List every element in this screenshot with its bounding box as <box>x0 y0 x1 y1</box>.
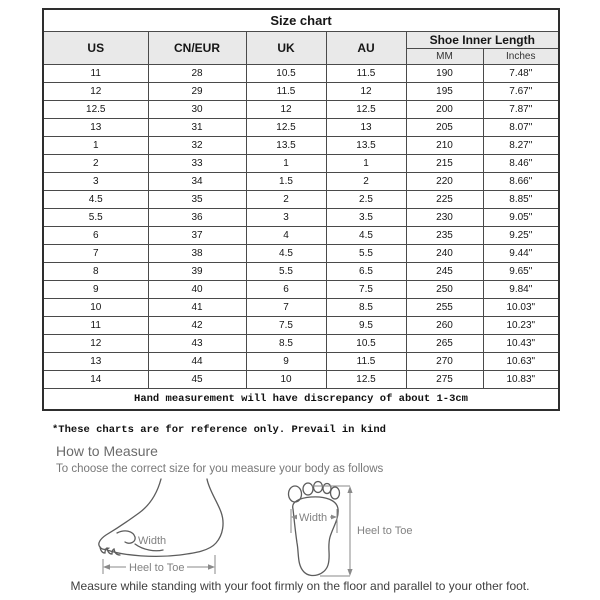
size-row <box>43 281 559 299</box>
cn-eur-size-cell: 44 <box>148 353 246 371</box>
us-size-cell: 12 <box>43 83 148 101</box>
size-row <box>43 371 559 389</box>
mm-length-cell: 195 <box>406 83 483 101</box>
header-inches: Inches <box>483 49 559 65</box>
cn-eur-size-cell: 45 <box>148 371 246 389</box>
us-size-cell: 2 <box>43 155 148 173</box>
cn-eur-size-cell: 28 <box>148 65 246 83</box>
uk-size-cell: 6 <box>246 281 326 299</box>
us-size-cell: 9 <box>43 281 148 299</box>
mm-length-cell: 255 <box>406 299 483 317</box>
uk-size-cell: 4.5 <box>246 245 326 263</box>
inches-length-cell: 9.05" <box>483 209 559 227</box>
mm-length-cell: 250 <box>406 281 483 299</box>
uk-size-cell: 12.5 <box>246 119 326 137</box>
cn-eur-size-cell: 37 <box>148 227 246 245</box>
au-size-cell: 2 <box>326 173 406 191</box>
inches-length-cell: 9.44" <box>483 245 559 263</box>
cn-eur-size-cell: 34 <box>148 173 246 191</box>
left-arrow-icon <box>103 564 110 569</box>
mm-length-cell: 190 <box>406 65 483 83</box>
cn-eur-size-cell: 41 <box>148 299 246 317</box>
inches-length-cell: 10.83" <box>483 371 559 389</box>
mm-length-cell: 240 <box>406 245 483 263</box>
cn-eur-size-cell: 43 <box>148 335 246 353</box>
uk-size-cell: 2 <box>246 191 326 209</box>
size-row <box>43 227 559 245</box>
us-size-cell: 7 <box>43 245 148 263</box>
uk-size-cell: 11.5 <box>246 83 326 101</box>
inches-length-cell: 8.66" <box>483 173 559 191</box>
column-header-row <box>43 32 559 49</box>
size-chart-title-row <box>43 9 559 32</box>
size-row <box>43 65 559 83</box>
mm-length-cell: 265 <box>406 335 483 353</box>
side-heel-to-toe-label: Heel to Toe <box>129 562 185 574</box>
au-size-cell: 8.5 <box>326 299 406 317</box>
cn-eur-size-cell: 35 <box>148 191 246 209</box>
inches-length-cell: 10.43" <box>483 335 559 353</box>
uk-size-cell: 5.5 <box>246 263 326 281</box>
au-size-cell: 11.5 <box>326 353 406 371</box>
cn-eur-size-cell: 42 <box>148 317 246 335</box>
top-width-label: Width <box>299 512 328 524</box>
mm-length-cell: 205 <box>406 119 483 137</box>
us-size-cell: 12 <box>43 335 148 353</box>
cn-eur-size-cell: 36 <box>148 209 246 227</box>
table-footer-row <box>43 389 559 411</box>
au-size-cell: 12.5 <box>326 371 406 389</box>
cn-eur-size-cell: 31 <box>148 119 246 137</box>
cn-eur-size-cell: 40 <box>148 281 246 299</box>
measuring-instruction: Measure while standing with your foot firmly on the floor and parallel to your other foot. <box>70 579 530 593</box>
us-size-cell: 4.5 <box>43 191 148 209</box>
us-size-cell: 11 <box>43 317 148 335</box>
size-row <box>43 245 559 263</box>
header-uk: UK <box>246 32 326 65</box>
uk-size-cell: 10 <box>246 371 326 389</box>
size-row <box>43 263 559 281</box>
au-size-cell: 7.5 <box>326 281 406 299</box>
us-size-cell: 5.5 <box>43 209 148 227</box>
header-mm: MM <box>406 49 483 65</box>
au-size-cell: 9.5 <box>326 317 406 335</box>
au-size-cell: 4.5 <box>326 227 406 245</box>
cn-eur-size-cell: 30 <box>148 101 246 119</box>
right-arrow-icon <box>208 564 215 569</box>
mm-length-cell: 270 <box>406 353 483 371</box>
uk-size-cell: 10.5 <box>246 65 326 83</box>
mm-length-cell: 235 <box>406 227 483 245</box>
size-chart-table <box>42 8 560 411</box>
mm-length-cell: 225 <box>406 191 483 209</box>
header-au: AU <box>326 32 406 65</box>
size-row <box>43 119 559 137</box>
size-row <box>43 353 559 371</box>
inches-length-cell: 8.07" <box>483 119 559 137</box>
up-arrow-icon <box>347 486 352 493</box>
size-row <box>43 191 559 209</box>
inches-length-cell: 7.87" <box>483 101 559 119</box>
mm-length-cell: 200 <box>406 101 483 119</box>
inches-length-cell: 8.85" <box>483 191 559 209</box>
mm-length-cell: 210 <box>406 137 483 155</box>
au-size-cell: 5.5 <box>326 245 406 263</box>
size-row <box>43 155 559 173</box>
header-cn-eur: CN/EUR <box>148 32 246 65</box>
au-size-cell: 10.5 <box>326 335 406 353</box>
size-row <box>43 101 559 119</box>
au-size-cell: 12.5 <box>326 101 406 119</box>
uk-size-cell: 7 <box>246 299 326 317</box>
us-size-cell: 11 <box>43 65 148 83</box>
how-to-measure-heading: How to Measure <box>56 443 158 459</box>
uk-size-cell: 8.5 <box>246 335 326 353</box>
cn-eur-size-cell: 39 <box>148 263 246 281</box>
inches-length-cell: 7.67" <box>483 83 559 101</box>
uk-size-cell: 1.5 <box>246 173 326 191</box>
size-chart-title: Size chart <box>43 9 559 32</box>
uk-size-cell: 9 <box>246 353 326 371</box>
size-rows <box>43 65 559 389</box>
mm-length-cell: 220 <box>406 173 483 191</box>
mm-length-cell: 275 <box>406 371 483 389</box>
us-size-cell: 1 <box>43 137 148 155</box>
au-size-cell: 13.5 <box>326 137 406 155</box>
cn-eur-size-cell: 38 <box>148 245 246 263</box>
us-size-cell: 13 <box>43 119 148 137</box>
foot-side-view-diagram <box>95 478 270 578</box>
top-heel-to-toe-label: Heel to Toe <box>357 525 413 537</box>
uk-size-cell: 12 <box>246 101 326 119</box>
cn-eur-size-cell: 32 <box>148 137 246 155</box>
us-size-cell: 13 <box>43 353 148 371</box>
inches-length-cell: 7.48" <box>483 65 559 83</box>
au-size-cell: 2.5 <box>326 191 406 209</box>
foot-top-view-diagram <box>278 455 428 583</box>
uk-size-cell: 4 <box>246 227 326 245</box>
us-size-cell: 14 <box>43 371 148 389</box>
cn-eur-size-cell: 33 <box>148 155 246 173</box>
us-size-cell: 6 <box>43 227 148 245</box>
uk-size-cell: 1 <box>246 155 326 173</box>
mm-length-cell: 230 <box>406 209 483 227</box>
size-row <box>43 173 559 191</box>
size-row <box>43 317 559 335</box>
inches-length-cell: 9.84" <box>483 281 559 299</box>
header-us: US <box>43 32 148 65</box>
inches-length-cell: 10.23" <box>483 317 559 335</box>
size-row <box>43 335 559 353</box>
us-size-cell: 10 <box>43 299 148 317</box>
us-size-cell: 3 <box>43 173 148 191</box>
inches-length-cell: 10.03" <box>483 299 559 317</box>
how-to-measure-subheading: To choose the correct size for you measure your body as follows <box>56 463 384 475</box>
mm-length-cell: 260 <box>406 317 483 335</box>
header-shoe-inner-length: Shoe Inner Length <box>406 32 559 49</box>
reference-note: *These charts are for reference only. Prevail in kind <box>52 424 386 436</box>
inches-length-cell: 9.25" <box>483 227 559 245</box>
down-arrow-icon <box>347 569 352 576</box>
inches-length-cell: 10.63" <box>483 353 559 371</box>
us-size-cell: 8 <box>43 263 148 281</box>
au-size-cell: 11.5 <box>326 65 406 83</box>
size-row <box>43 299 559 317</box>
side-width-label: Width <box>138 535 167 547</box>
size-row <box>43 83 559 101</box>
inches-length-cell: 9.65" <box>483 263 559 281</box>
uk-size-cell: 13.5 <box>246 137 326 155</box>
uk-size-cell: 7.5 <box>246 317 326 335</box>
au-size-cell: 12 <box>326 83 406 101</box>
measurement-discrepancy-note: Hand measurement will have discrepancy of about 1-3cm <box>43 389 559 411</box>
uk-size-cell: 3 <box>246 209 326 227</box>
size-row <box>43 137 559 155</box>
size-row <box>43 209 559 227</box>
mm-length-cell: 215 <box>406 155 483 173</box>
cn-eur-size-cell: 29 <box>148 83 246 101</box>
au-size-cell: 1 <box>326 155 406 173</box>
us-size-cell: 12.5 <box>43 101 148 119</box>
inches-length-cell: 8.27" <box>483 137 559 155</box>
au-size-cell: 13 <box>326 119 406 137</box>
au-size-cell: 6.5 <box>326 263 406 281</box>
au-size-cell: 3.5 <box>326 209 406 227</box>
width-right-arrow-icon <box>331 515 337 520</box>
mm-length-cell: 245 <box>406 263 483 281</box>
inches-length-cell: 8.46" <box>483 155 559 173</box>
